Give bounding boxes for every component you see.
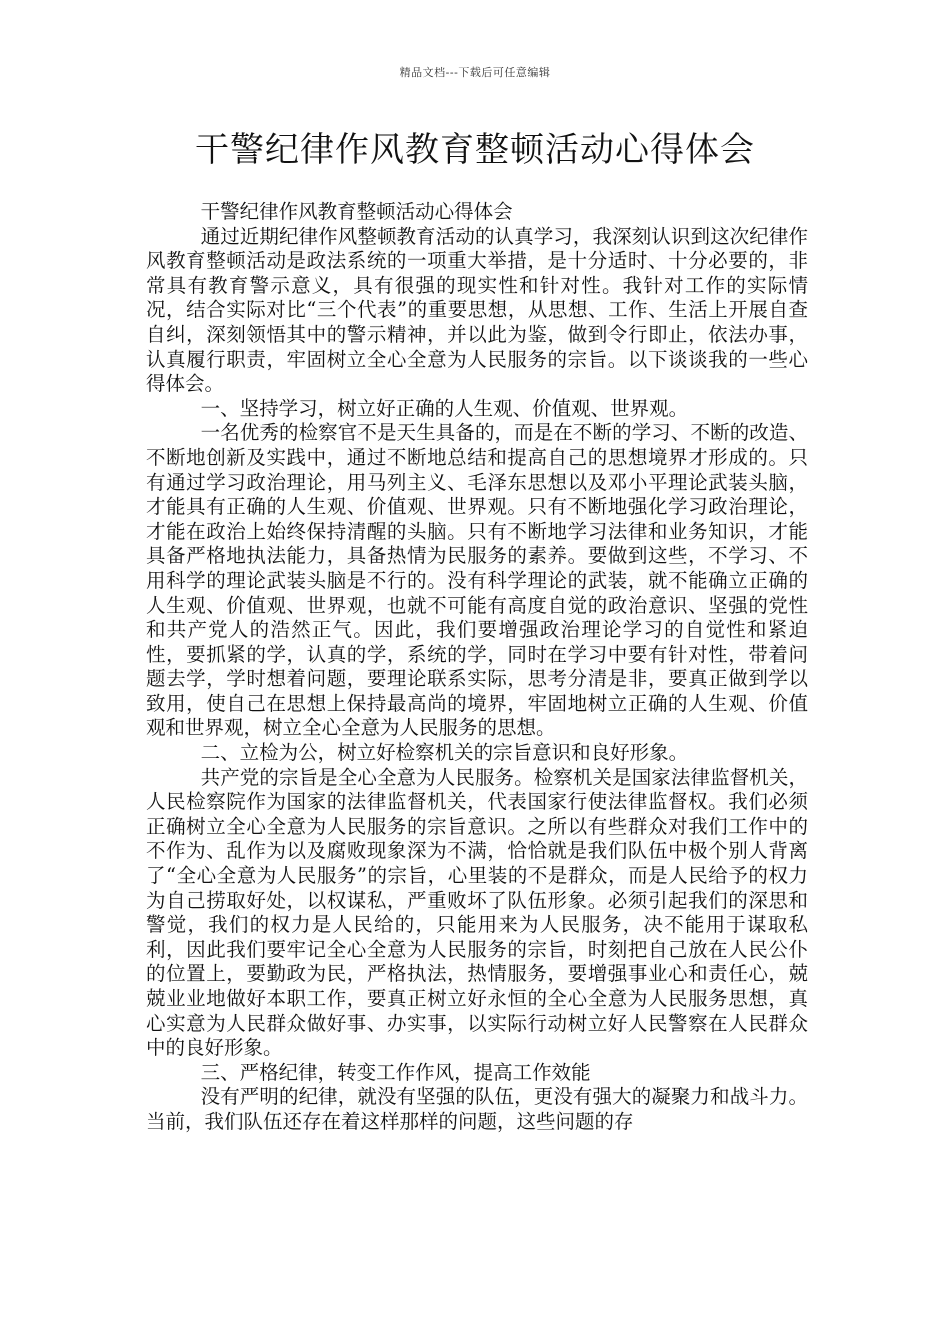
paragraph-section-3: 没有严明的纪律，就没有坚强的队伍，更没有强大的凝聚力和战斗力。当前，我们队伍还存在着这样那样的问题，这些问题的存 xyxy=(146,1085,808,1133)
paragraph-section-1: 一名优秀的检察官不是天生具备的，而是在不断的学习、不断的改造、不断地创新及实践中，通过不断地总结和提高自己的思想境界才形成的。只有通过学习政治理论，用马列主义、毛泽东思想以及邓小平理论武装头脑，才能具有正确的人生观、价值观、世界观。只有不断地强化学习政治理论，才能在政治上始终保持清醒的头脑。只有不断地学习法律和业务知识，才能具备严格地执法能力，具备热情为民服务的素养。要做到这些，不学习、不用科学的理论武装头脑是不行的。没有科学理论的武装，就不能确立正确的人生观、价值观、世界观，也就不可能有高度自觉的政治意识、坚强的党性和共产党人的浩然正气。因此，我们要增强政治理论学习的自觉性和紧迫性，要抓紧的学，认真的学，系统的学，同时在学习中要有针对性，带着问题去学，学时想着问题，要理论联系实际，思考分清是非，要真正做到学以致用，使自己在思想上保持最高尚的境界，牢固地树立正确的人生观、价值观和世界观，树立全心全意为人民服务的思想。 xyxy=(146,421,808,740)
section-heading-3: 三、严格纪律，转变工作作风，提高工作效能 xyxy=(200,1060,591,1084)
document-body xyxy=(146,200,808,1135)
section-heading-1: 一、坚持学习，树立好正确的人生观、价值观、世界观。 xyxy=(200,396,689,420)
document-title: 干警纪律作风教育整顿活动心得体会 xyxy=(195,130,755,170)
header-note: 精品文档---下载后可任意编辑 xyxy=(399,66,551,79)
paragraph-subtitle: 干警纪律作风教育整顿活动心得体会 xyxy=(200,200,513,223)
paragraph-intro: 通过近期纪律作风整顿教育活动的认真学习，我深刻认识到这次纪律作风教育整顿活动是政法系统的一项重大举措，是十分适时、十分必要的，非常具有教育警示意义，具有很强的现实性和针对性。我针对工作的实际情况，结合实际对比“三个代表”的重要思想，从思想、工作、生活上开展自查自纠，深刻领悟其中的警示精神，并以此为鉴，做到令行即止，依法办事，认真履行职责，牢固树立全心全意为人民服务的宗旨。以下谈谈我的一些心得体会。 xyxy=(146,224,808,396)
section-heading-2: 二、立检为公，树立好检察机关的宗旨意识和良好形象。 xyxy=(200,741,689,765)
paragraph-section-2: 共产党的宗旨是全心全意为人民服务。检察机关是国家法律监督机关，人民检察院作为国家的法律监督机关，代表国家行使法律监督权。我们必须正确树立全心全意为人民服务的宗旨意识。之所以有些群众对我们工作中的不作为、乱作为以及腐败现象深为不满，恰恰就是我们队伍中极个别人背离了“全心全意为人民服务”的宗旨，心里装的不是群众，而是人民给予的权力为自己捞取好处，以权谋私，严重败坏了队伍形象。必须引起我们的深思和警觉，我们的权力是人民给的，只能用来为人民服务，决不能用于谋取私利，因此我们要牢记全心全意为人民服务的宗旨，时刻把自己放在人民公仆的位置上，要勤政为民，严格执法，热情服务，要增强事业心和责任心，兢兢业业地做好本职工作，要真正树立好永恒的全心全意为人民服务思想，真心实意为人民群众做好事、办实事，以实际行动树立好人民警察在人民群众中的良好形象。 xyxy=(146,765,808,1060)
